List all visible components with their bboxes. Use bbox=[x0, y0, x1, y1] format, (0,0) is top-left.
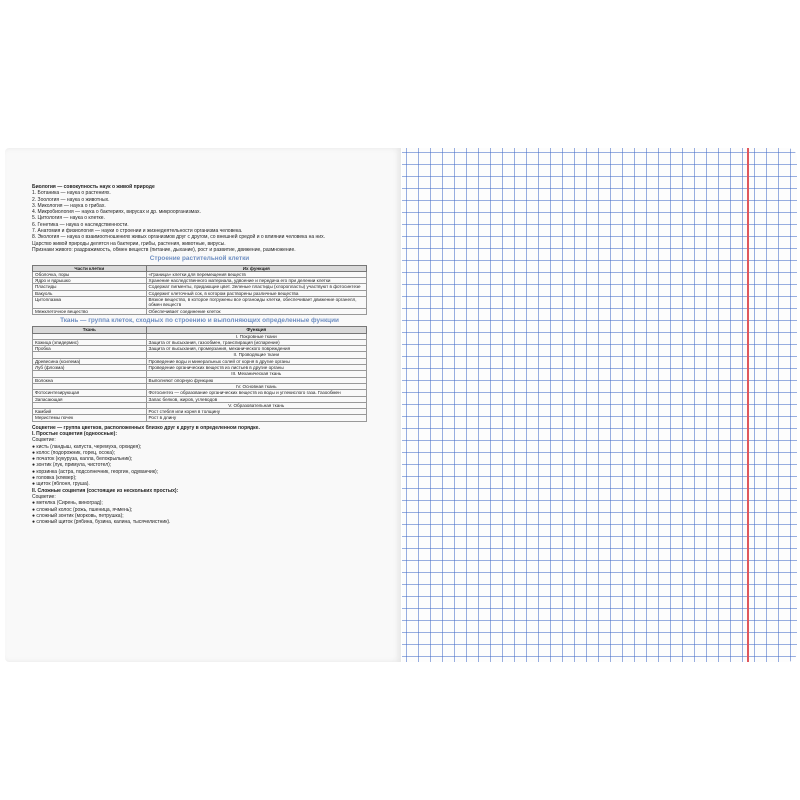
text-line: ● зонтик (лук, примула, чистотел); bbox=[32, 462, 112, 469]
cell-table-header-parts: Части клетки bbox=[33, 265, 147, 271]
tissue-name: Камбий bbox=[33, 409, 147, 415]
margin-line bbox=[747, 148, 749, 662]
text-line: ● сложный зонтик (морковь, петрушка); bbox=[32, 512, 124, 519]
tissue-group-title: I. Покровные ткани bbox=[146, 333, 366, 339]
tissue-name: Пробка bbox=[33, 346, 147, 352]
text-line: ● метелка (Сирень, виноград); bbox=[32, 500, 103, 507]
text-line: 2. Зоология — наука о животных. bbox=[32, 196, 110, 203]
text-line: Соцветие — группа цветков, расположенных близко друг к другу в определенном порядке. bbox=[32, 424, 260, 431]
tissue-function: Рост в длину bbox=[146, 415, 366, 421]
tissue-name: Древесина (ксилема) bbox=[33, 358, 147, 364]
tissue-table-header-tissue: Ткань bbox=[33, 327, 147, 333]
tissue-table-header-function: Функция bbox=[146, 327, 366, 333]
left-page-content bbox=[32, 184, 367, 525]
table-row bbox=[33, 308, 367, 314]
cell-part: Оболочка, поры bbox=[33, 271, 147, 277]
text-line: 4. Микробиология — наука о бактериях, вирусах и др. микроорганизмах. bbox=[32, 209, 201, 216]
tissue-group-title: IV. Основная ткань bbox=[146, 383, 366, 389]
cell-function: «Граница» клетки для перемещения веществ bbox=[146, 271, 366, 277]
tissue-name: Меристемы почек bbox=[33, 415, 147, 421]
cell-function: Вязкое вещество, в которое погружены все органоиды клетки, обеспечивает движение органелл, обмен веществ bbox=[146, 297, 366, 309]
text-line: Биология — совокупность наук о живой природе bbox=[32, 184, 155, 190]
text-line: 8. Экология — наука о взаимоотношениях живых организмов друг с другом, со внешней средой и о влиянии человека на них. bbox=[32, 234, 325, 241]
text-line: I. Простые соцветия (одноосные): bbox=[32, 430, 118, 437]
text-line: Царство живой природы делятся на бактерии, грибы, растения, животные, вирусы. bbox=[32, 240, 226, 247]
left-page bbox=[5, 148, 401, 662]
table-row bbox=[33, 297, 367, 309]
biology-intro bbox=[32, 184, 367, 253]
text-line: ● щиток (яблоня, груша). bbox=[32, 481, 90, 488]
tissue-name: Кожица (эпидермис) bbox=[33, 339, 147, 345]
tissue-function: Выполняют опорную функцию bbox=[146, 377, 366, 383]
tissue-function: Проведение воды и минеральных солей от корня в другие органы bbox=[146, 358, 366, 364]
tissue-table-title: Ткань — группа клеток, сходных по строению и выполняющих определенные функции bbox=[60, 316, 339, 324]
cell-table-title: Строение растительной клетки bbox=[149, 255, 250, 263]
open-notebook bbox=[5, 148, 797, 662]
text-line: ● колос (подорожник, горец, осока); bbox=[32, 449, 116, 456]
tissue-name: Запасающая bbox=[33, 396, 147, 402]
text-line: ● сложный колос (рожь, пшеница, ячмень); bbox=[32, 506, 133, 513]
text-line: 3. Микология — наука о грибах. bbox=[32, 202, 106, 209]
table-row bbox=[33, 415, 367, 421]
cell-function: Содержит клеточный сок, в котором растворены различные вещества bbox=[146, 290, 366, 296]
tissue-function: Фотосинтез — образование органических веществ из воды и углекислого газа. Газообмен bbox=[146, 390, 366, 396]
inflorescence-section bbox=[32, 425, 367, 526]
cell-part: Пластиды bbox=[33, 284, 147, 290]
cell-part: Вакуоль bbox=[33, 290, 147, 296]
tissue-group-title: III. Механическая ткань bbox=[146, 371, 366, 377]
cell-structure-table bbox=[32, 265, 367, 315]
cell-function: Содержат пигменты, придающие цвет. Зеленые пластиды (хлоропласты) участвуют в фотосинтезе bbox=[146, 284, 366, 290]
cell-function: Обеспечивает соединение клеток bbox=[146, 308, 366, 314]
text-line: ● сложный щиток (рябина, бузина, калина, тысячелистник). bbox=[32, 519, 171, 526]
text-line: II. Сложные соцветия (состоящие из нескольких простых): bbox=[32, 487, 179, 494]
text-line: ● початок (кукуруза, калла, белокрыльник); bbox=[32, 456, 133, 463]
tissue-table bbox=[32, 326, 367, 421]
cell-part: Межклеточное вещество bbox=[33, 308, 147, 314]
text-line: 1. Ботаника — наука о растениях. bbox=[32, 190, 111, 197]
text-line: Соцветие: bbox=[32, 493, 56, 500]
text-line: ● кисть (ландыш, капуста, черемуха, орхидея); bbox=[32, 443, 142, 450]
cell-table-header-function: Их функция bbox=[146, 265, 366, 271]
text-line: 6. Генетика — наука о наследственности. bbox=[32, 221, 129, 228]
tissue-function: Рост стебля или корня в толщину bbox=[146, 409, 366, 415]
text-line: ● корзинка (астра, подсолнечник, георгин, одуванчик); bbox=[32, 468, 159, 475]
text-line: 5. Цитология — наука о клетке. bbox=[32, 215, 105, 222]
tissue-function: Запас белков, жиров, углеводов bbox=[146, 396, 366, 402]
cell-part: Ядро и ядрышко bbox=[33, 278, 147, 284]
tissue-function: Защита от высыхания, газообмен, транспирация (испарение) bbox=[146, 339, 366, 345]
right-page-grid bbox=[402, 148, 797, 662]
tissue-function: Защита от высыхания, промерзания, механического повреждения bbox=[146, 346, 366, 352]
tissue-name: Фотосинтезирующая bbox=[33, 390, 147, 396]
tissue-group-title: II. Проводящие ткани bbox=[146, 352, 366, 358]
text-line: Соцветие: bbox=[32, 437, 56, 444]
text-line: ● головка (клевер); bbox=[32, 475, 77, 482]
cell-part: Цитоплазма bbox=[33, 297, 147, 309]
tissue-function: Проведение органических веществ из листьев в другие органы bbox=[146, 365, 366, 371]
text-line: Признаки живого: раздражимость, обмен веществ (питание, дыхание), рост и развитие, движение, размножение. bbox=[32, 246, 296, 253]
tissue-name: Волокна bbox=[33, 377, 147, 383]
text-line: 7. Анатомия и физиология — науки о строении и жизнедеятельности организма человека. bbox=[32, 228, 243, 235]
cell-function: Хранение наследственного материала, удвоение и передача его при делении клетки bbox=[146, 278, 366, 284]
tissue-name: Луб (флоэма) bbox=[33, 365, 147, 371]
tissue-group-title: V. Образовательная ткань bbox=[146, 402, 366, 408]
